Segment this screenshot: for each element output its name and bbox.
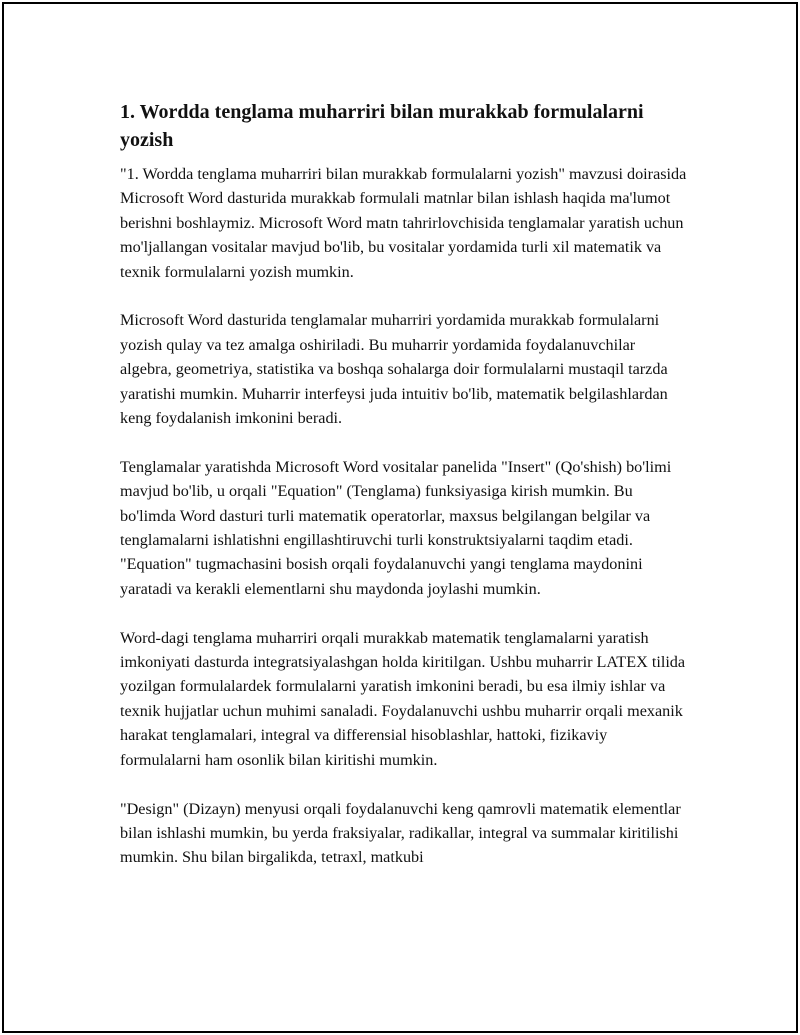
paragraph: "1. Wordda tenglama muharriri bilan murakkab formulalarni yozish" mavzusi doirasida Microsoft Word dasturida murakkab formulali matnlar bilan ishlash haqida ma'lumot berishni boshlaymiz. Microsoft Word matn tahrirlovchisida tenglamalar yaratish uchun mo'ljallangan vositalar mavjud bo'lib, bu vositalar yordamida turli xil matematik va texnik formulalarni yozish mumkin. [120, 165, 687, 281]
document-body [120, 98, 690, 894]
document-title: 1. Wordda tenglama muharriri bilan murakkab formulalarni yozish [120, 101, 644, 151]
paragraph: "Design" (Dizayn) menyusi orqali foydalanuvchi keng qamrovli matematik elementlar bilan ishlashi mumkin, bu yerda fraksiyalar, radikallar, integral va summalar kiritilishi mumkin. Shu bilan birgalikda, tetraxl, matkubi [120, 799, 681, 867]
page-frame [2, 2, 798, 1033]
paragraph: Microsoft Word dasturida tenglamalar muharriri yordamida murakkab formulalarni yozish qulay va tez amalga oshiriladi. Bu muharrir yordamida foydalanuvchilar algebra, geometriya, statistika va boshqa sohalarga doir formulalarni mustaqil tarzda yaratishi mumkin. Muharrir interfeysi juda intuitiv bo'lib, matematik belgilashlardan keng foydalanish imkonini beradi. [120, 311, 668, 428]
paragraph: Word-dagi tenglama muharriri orqali murakkab matematik tenglamalarni yaratish imkoniyati dasturda integratsiyalashgan holda kiritilgan. Ushbu muharrir LATEX tilida yozilgan formulalardek formulalarni yaratish imkonini beradi, bu esa ilmiy ishlar va texnik hujjatlar uchun muhimi sanaladi. Foydalanuvchi ushbu muharrir orqali mexanik harakat tenglamalari, integral va differensial hisoblashlar, hattoki, fizikaviy formulalarni ham osonlik bilan kiritishi mumkin. [120, 628, 686, 769]
paragraph: Tenglamalar yaratishda Microsoft Word vositalar panelida "Insert" (Qo'shish) bo'limi mavjud bo'lib, u orqali "Equation" (Tenglama) funksiyasiga kirish mumkin. Bu bo'limda Word dasturi turli matematik operatorlar, maxsus belgilangan belgilar va tenglamalarni ishlatishni engillashtiruvchi turli konstruktsiyalarni taqdim etadi. "Equation" tugmachasini bosish orqali foydalanuvchi yangi tenglama maydonini yaratadi va kerakli elementlarni shu maydonda joylashi mumkin. [120, 457, 672, 598]
